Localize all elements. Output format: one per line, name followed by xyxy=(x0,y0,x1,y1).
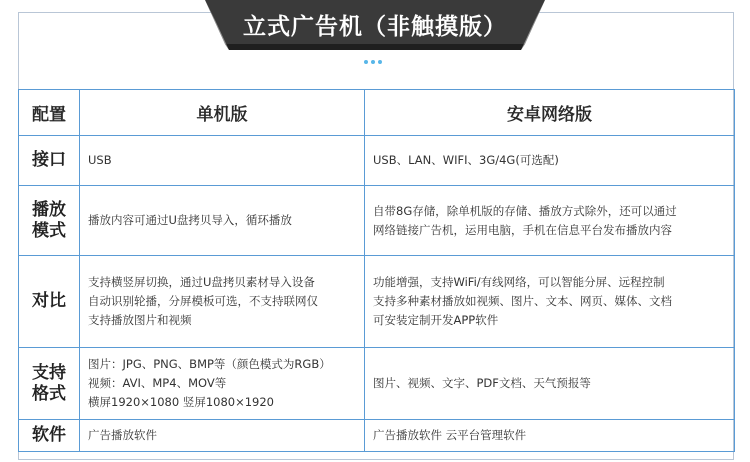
android-cell-line: 自带8G存储，除单机版的存储、播放方式除外，还可以通过 xyxy=(373,203,677,218)
row-label xyxy=(19,348,80,420)
header-config: 配置 xyxy=(19,90,80,136)
row-label-line: 对比 xyxy=(32,291,66,311)
standalone-cell-line: 图片：JPG、PNG、BMP等（颜色模式为RGB） xyxy=(88,357,331,371)
header-android: 安卓网络版 xyxy=(365,90,735,136)
android-cell xyxy=(365,136,735,186)
row-label-line: 模式 xyxy=(32,220,66,241)
header-standalone: 单机版 xyxy=(80,90,365,136)
page-title: 立式广告机（非触摸版） xyxy=(243,14,507,40)
android-cell-line: 功能增强，支持WiFi/有线网络，可以智能分屏、远程控制 xyxy=(373,275,665,289)
table-header-row xyxy=(19,90,735,136)
table-row xyxy=(19,186,735,256)
android-cell-line: USB、LAN、WIFI、3G/4G(可选配) xyxy=(373,153,559,167)
standalone-cell-line: 支持播放图片和视频 xyxy=(88,313,192,327)
standalone-cell-line: 播放内容可通过U盘拷贝导入，循环播放 xyxy=(88,213,292,227)
standalone-cell xyxy=(80,186,365,256)
standalone-cell-line: 横屏1920×1080 竖屏1080×1920 xyxy=(88,395,274,409)
android-cell-line: 可安装定制开发APP软件 xyxy=(373,313,499,327)
standalone-cell xyxy=(80,256,365,348)
row-label xyxy=(19,420,80,452)
table-row xyxy=(19,256,735,348)
android-cell xyxy=(365,348,735,420)
table-row xyxy=(19,420,735,452)
row-label-line: 软件 xyxy=(32,425,66,445)
table-row xyxy=(19,348,735,420)
standalone-cell-line: 支持横竖屏切换，通过U盘拷贝素材导入设备 xyxy=(88,275,315,289)
standalone-cell xyxy=(80,348,365,420)
android-cell-line: 网络链接广告机，运用电脑，手机在信息平台发布播放内容 xyxy=(373,222,672,237)
android-cell-line: 图片、视频、文字、PDF文档、天气预报等 xyxy=(373,376,591,390)
standalone-cell-line: 视频：AVI、MP4、MOV等 xyxy=(88,376,227,390)
row-label-line: 接口 xyxy=(32,150,66,170)
android-cell xyxy=(365,186,735,256)
spec-table xyxy=(18,89,735,452)
standalone-cell xyxy=(80,420,365,452)
table-row xyxy=(19,136,735,186)
android-cell-line: 广告播放软件 云平台管理软件 xyxy=(373,428,527,442)
row-label xyxy=(19,256,80,348)
standalone-cell-line: 广告播放软件 xyxy=(88,428,157,442)
standalone-cell-line: 自动识别轮播，分屏模板可选，不支持联网仅 xyxy=(88,294,318,308)
standalone-cell xyxy=(80,136,365,186)
row-label xyxy=(19,186,80,256)
row-label-line: 播放 xyxy=(32,199,66,220)
title-banner xyxy=(205,0,545,56)
android-cell xyxy=(365,420,735,452)
row-label xyxy=(19,136,80,186)
standalone-cell-line: USB xyxy=(88,153,112,167)
row-label-line: 格式 xyxy=(32,383,66,404)
row-label-line: 支持 xyxy=(32,362,66,383)
android-cell xyxy=(365,256,735,348)
android-cell-line: 支持多种素材播放如视频、图片、文本、网页、媒体、文档 xyxy=(373,294,672,308)
decorative-dots xyxy=(364,60,388,70)
